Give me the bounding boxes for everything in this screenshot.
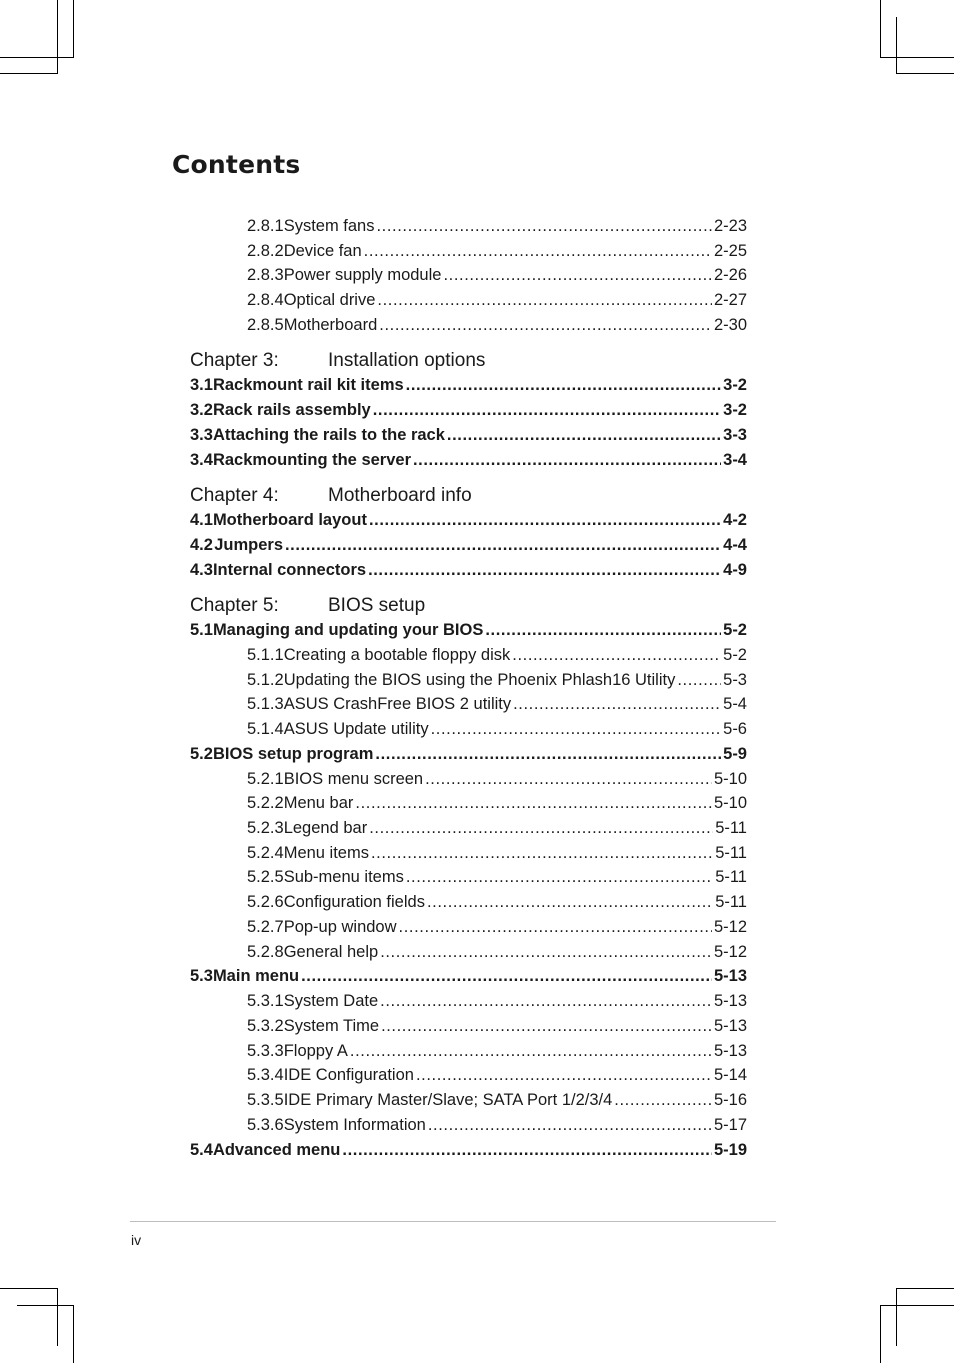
toc-entry-number: 5.3 (190, 967, 213, 985)
toc-entry-number: 5.1 (190, 621, 213, 639)
toc-entry-page: 2-26 (713, 266, 747, 284)
page-number: iv (131, 1232, 142, 1248)
toc-entry-page: 5-4 (723, 695, 747, 713)
toc-entry-title: Device fan (283, 242, 362, 260)
toc-entry-number: 5.2 (190, 745, 213, 763)
toc-dot-leader (416, 1066, 712, 1085)
toc-entry-number: 5.2.1 (247, 770, 284, 788)
toc-entry-number: 2.8.2 (247, 242, 284, 260)
toc-entry[interactable] (190, 621, 747, 645)
toc-entry[interactable] (190, 316, 747, 340)
toc-entry-page: 2-23 (713, 217, 747, 235)
toc-entry[interactable] (190, 1091, 747, 1115)
toc-entry-title: IDE Configuration (283, 1066, 414, 1084)
footer-rule (130, 1221, 776, 1222)
toc-entry-number: 5.2.7 (247, 918, 284, 936)
toc-entry-number: 5.3.1 (247, 992, 284, 1010)
toc-entry-number: Chapter 5: (190, 595, 279, 616)
toc-entry-number: 5.1.2 (247, 671, 284, 689)
toc-entry-page: 2-25 (713, 242, 747, 260)
toc-dot-leader (301, 967, 712, 986)
toc-entry-page: 4-9 (723, 561, 747, 579)
toc-entry-page: 5-2 (723, 646, 747, 664)
toc-entry-page: 5-13 (713, 1017, 747, 1035)
toc-entry-title: BIOS setup (328, 595, 426, 616)
toc-entry-page: 5-12 (713, 943, 747, 961)
toc-entry-number: 5.2.6 (247, 893, 284, 911)
toc-dot-leader (399, 918, 712, 937)
toc-entry[interactable] (190, 1042, 747, 1066)
toc-entry-title: Updating the BIOS using the Phoenix Phlash16 Utility (283, 671, 676, 689)
toc-dot-leader (381, 1017, 712, 1036)
toc-entry-title: Motherboard info (328, 485, 472, 506)
toc-dot-leader (369, 819, 713, 838)
toc-entry[interactable] (190, 918, 747, 942)
toc-entry-title: BIOS setup program (212, 745, 374, 763)
toc-entry-number: 3.2 (190, 401, 213, 419)
toc-entry-title: Configuration fields (283, 893, 425, 911)
toc-entry-title: Installation options (328, 350, 486, 371)
toc-dot-leader (427, 893, 713, 912)
toc-entry-number: 5.3.4 (247, 1066, 284, 1084)
toc-entry-title: IDE Primary Master/Slave; SATA Port 1/2/3/4 (283, 1091, 613, 1109)
toc-entry-title: Attaching the rails to the rack (212, 426, 445, 444)
toc-entry-number: 5.2.4 (247, 844, 284, 862)
toc-dot-leader (355, 794, 712, 813)
toc-entry-number: 3.3 (190, 426, 213, 444)
toc-entry[interactable] (190, 291, 747, 315)
toc-entry[interactable] (190, 893, 747, 917)
toc-entry[interactable] (190, 695, 747, 719)
toc-entry-page: 5-13 (713, 992, 747, 1010)
toc-entry[interactable] (190, 536, 747, 560)
toc-entry-title: Jumpers (214, 536, 283, 554)
toc-entry[interactable] (190, 242, 747, 266)
toc-entry-page: 5-10 (713, 794, 747, 812)
toc-entry-page: 3-2 (723, 376, 747, 394)
toc-entry[interactable] (190, 561, 747, 585)
toc-entry[interactable] (190, 819, 747, 843)
toc-entry[interactable] (190, 511, 747, 535)
toc-entry[interactable] (190, 1066, 747, 1090)
toc-entry-title: ASUS Update utility (283, 720, 429, 738)
toc-dot-leader (368, 561, 721, 580)
toc-entry-page: 5-16 (713, 1091, 747, 1109)
toc-dot-leader (513, 695, 721, 714)
toc-entry-title: System Date (283, 992, 379, 1010)
toc-entry-number: 5.3.3 (247, 1042, 284, 1060)
toc-entry-title: Motherboard (283, 316, 378, 334)
toc-entry-number: 5.1.4 (247, 720, 284, 738)
toc-entry-title: Internal connectors (212, 561, 367, 579)
toc-dot-leader (350, 1042, 712, 1061)
toc-entry-title: Floppy A (283, 1042, 348, 1060)
toc-entry-page: 3-4 (723, 451, 747, 469)
toc-entry-title: Pop-up window (283, 918, 397, 936)
toc-entry-title: Rackmount rail kit items (212, 376, 404, 394)
toc-chapter-heading[interactable] (190, 485, 747, 509)
toc-entry-number: 2.8.5 (247, 316, 284, 334)
toc-entry-page: 5-13 (713, 1042, 747, 1060)
toc-entry[interactable] (190, 451, 747, 475)
toc-entry[interactable] (190, 217, 747, 241)
toc-entry[interactable] (190, 745, 747, 769)
toc-entry-title: Managing and updating your BIOS (212, 621, 484, 639)
toc-entry-page: 5-11 (715, 819, 747, 837)
toc-entry[interactable] (190, 720, 747, 744)
toc-entry[interactable] (190, 266, 747, 290)
toc-entry-number: 2.8.3 (247, 266, 284, 284)
toc-entry[interactable] (190, 967, 747, 991)
toc-entry-page: 5-11 (715, 844, 747, 862)
toc-entry[interactable] (190, 671, 747, 695)
toc-dot-leader (677, 671, 721, 690)
toc-dot-leader (380, 992, 712, 1011)
toc-entry-number: 5.1.1 (247, 646, 284, 664)
toc-entry[interactable] (190, 1116, 747, 1140)
toc-entry-page: 5-19 (713, 1141, 747, 1159)
toc-entry-number: 2.8.1 (247, 217, 284, 235)
toc-dot-leader (485, 621, 721, 640)
toc-entry-title: Legend bar (283, 819, 368, 837)
toc-dot-leader (371, 844, 713, 863)
toc-entry-number: 5.4 (190, 1141, 213, 1159)
toc-entry-title: Sub-menu items (283, 868, 404, 886)
toc-entry-title: Creating a bootable floppy disk (283, 646, 511, 664)
toc-entry-page: 3-2 (723, 401, 747, 419)
toc-entry-title: Optical drive (283, 291, 376, 309)
toc-entry-title: Power supply module (283, 266, 442, 284)
toc-dot-leader (375, 745, 721, 764)
toc-entry-number: 5.3.2 (247, 1017, 284, 1035)
toc-entry-title: Rack rails assembly (212, 401, 371, 419)
toc-dot-leader (379, 316, 712, 335)
toc-dot-leader (431, 720, 722, 739)
toc-entry[interactable] (190, 943, 747, 967)
toc-entry-title: System Information (283, 1116, 426, 1134)
toc-entry-title: System Time (283, 1017, 380, 1035)
toc-entry[interactable] (190, 1141, 747, 1165)
toc-entry-page: 5-17 (713, 1116, 747, 1134)
toc-entry-page: 5-2 (723, 621, 747, 639)
toc-entry[interactable] (190, 376, 747, 400)
toc-entry-number: 4.2 (190, 536, 213, 554)
toc-entry-page: 5-11 (715, 868, 747, 886)
toc-entry-page: 5-9 (723, 745, 747, 763)
toc-dot-leader (285, 536, 721, 555)
toc-dot-leader (406, 376, 721, 395)
toc-dot-leader (377, 291, 712, 310)
toc-dot-leader (406, 868, 713, 887)
toc-entry-number: 5.1.3 (247, 695, 284, 713)
toc-entry-title: Menu items (283, 844, 369, 862)
toc-entry-title: Motherboard layout (212, 511, 367, 529)
toc-entry[interactable] (190, 868, 747, 892)
toc-entry-number: 4.1 (190, 511, 213, 529)
toc-entry-title: Main menu (212, 967, 300, 985)
toc-dot-leader (377, 217, 712, 236)
toc-entry-page: 2-27 (713, 291, 747, 309)
toc-entry-page: 5-11 (715, 893, 747, 911)
toc-entry-page: 5-6 (723, 720, 747, 738)
toc-entry-page: 3-3 (723, 426, 747, 444)
toc-entry-title: Rackmounting the server (212, 451, 411, 469)
toc-entry-page: 5-10 (713, 770, 747, 788)
toc-entry-page: 5-14 (713, 1066, 747, 1084)
toc-entry-title: Menu bar (283, 794, 354, 812)
toc-entry[interactable] (190, 1017, 747, 1041)
toc-entry-title: Advanced menu (212, 1141, 341, 1159)
toc-entry-number: Chapter 4: (190, 485, 279, 506)
toc-entry-number: 3.1 (190, 376, 213, 394)
toc-entry-page: 5-3 (723, 671, 747, 689)
toc-dot-leader (342, 1141, 712, 1160)
toc-entry-title: System fans (283, 217, 375, 235)
toc-entry[interactable] (190, 401, 747, 425)
toc-entry-number: 4.3 (190, 561, 213, 579)
toc-entry[interactable] (190, 992, 747, 1016)
toc-entry-number: 5.2.5 (247, 868, 284, 886)
toc-entry-page: 2-30 (713, 316, 747, 334)
toc-entry-number: 5.3.5 (247, 1091, 284, 1109)
toc-entry-page: 5-12 (713, 918, 747, 936)
toc-dot-leader (364, 242, 712, 261)
toc-dot-leader (373, 401, 721, 420)
toc-entry-title: General help (283, 943, 379, 961)
toc-entry[interactable] (190, 646, 747, 670)
toc-entry-number: 5.2.8 (247, 943, 284, 961)
toc-dot-leader (447, 426, 721, 445)
toc-dot-leader (428, 1116, 712, 1135)
toc-chapter-heading[interactable] (190, 350, 747, 374)
toc-entry[interactable] (190, 844, 747, 868)
toc-dot-leader (369, 511, 721, 530)
toc-entry-number: 3.4 (190, 451, 213, 469)
toc-entry-page: 4-4 (723, 536, 747, 554)
toc-entry-number: 2.8.4 (247, 291, 284, 309)
toc-entry-number: 5.2.3 (247, 819, 284, 837)
toc-entry[interactable] (190, 426, 747, 450)
toc-dot-leader (380, 943, 712, 962)
toc-dot-leader (413, 451, 721, 470)
toc-dot-leader (443, 266, 712, 285)
toc-entry-number: 5.3.6 (247, 1116, 284, 1134)
toc-dot-leader (614, 1091, 712, 1110)
toc-chapter-heading[interactable] (190, 595, 747, 619)
page-title: Contents (172, 150, 301, 179)
toc-dot-leader (512, 646, 721, 665)
toc-entry-number: Chapter 3: (190, 350, 279, 371)
toc-entry[interactable] (190, 770, 747, 794)
toc-entry-title: ASUS CrashFree BIOS 2 utility (283, 695, 512, 713)
toc-entry-number: 5.2.2 (247, 794, 284, 812)
toc-entry[interactable] (190, 794, 747, 818)
toc-dot-leader (425, 770, 712, 789)
toc-entry-page: 5-13 (713, 967, 747, 985)
toc-entry-title: BIOS menu screen (283, 770, 424, 788)
toc-entry-page: 4-2 (723, 511, 747, 529)
